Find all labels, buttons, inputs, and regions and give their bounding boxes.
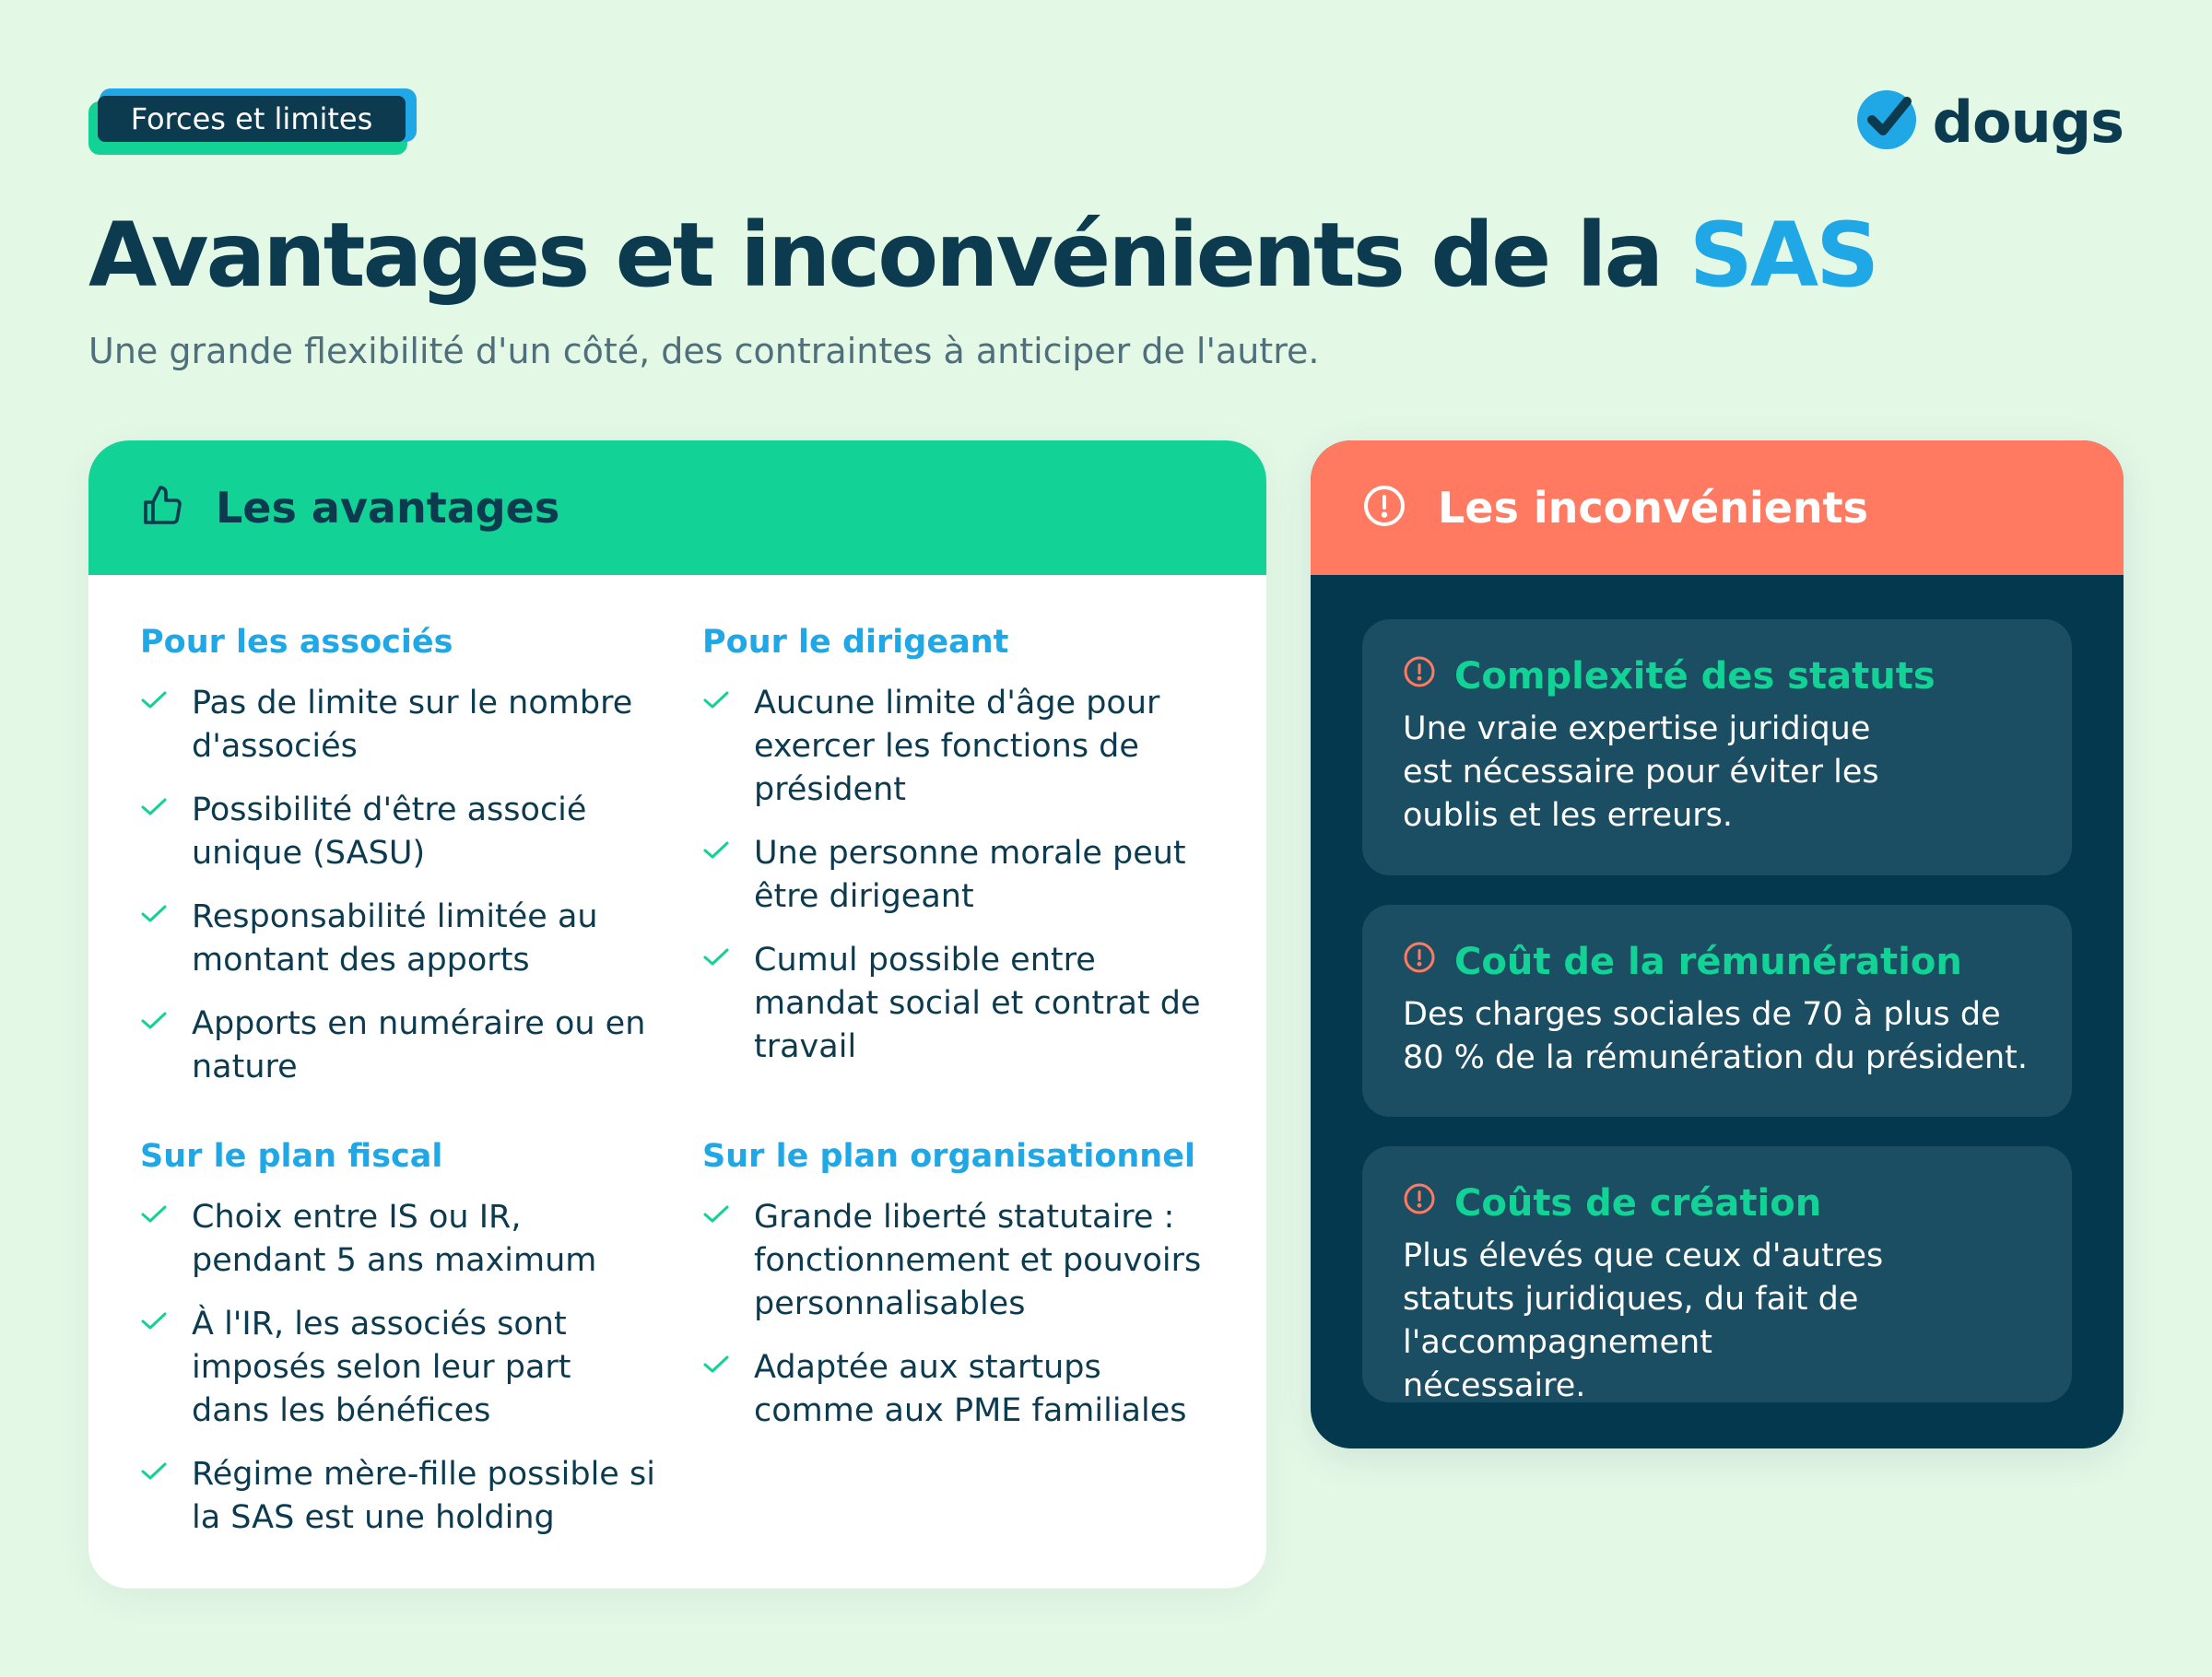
disadvantage-item — [1362, 1146, 2072, 1402]
section-title: Pour le dirigeant — [702, 624, 1009, 661]
list-item-text: Adaptée aux startups comme aux PME familiales — [754, 1349, 1187, 1429]
disadvantages-card — [1311, 440, 2124, 1448]
disadvantage-title-text: Complexité des statuts — [1454, 655, 1936, 698]
disadvantage-title — [1403, 652, 2031, 700]
section-fiscal — [140, 1135, 656, 1560]
check-icon — [140, 1453, 173, 1490]
disadvantage-title — [1403, 1179, 2031, 1227]
list-item — [140, 896, 656, 982]
list-item-text: Possibilité d'être associé unique (SASU) — [192, 792, 587, 872]
disadvantages-header — [1311, 440, 2124, 575]
check-icon — [702, 1196, 735, 1233]
check-icon — [140, 1003, 173, 1039]
page-title — [88, 195, 1877, 315]
disadvantage-body: Des charges sociales de 70 à plus de 80 % de la rémunération du président. — [1403, 996, 2029, 1076]
list-item-text: À l'IR, les associés sont imposés selon leur part dans les bénéfices — [192, 1306, 571, 1429]
disadvantage-title-text: Coûts de création — [1454, 1182, 1822, 1225]
list-item — [702, 1346, 1218, 1433]
check-icon — [140, 1303, 173, 1340]
alert-circle-icon — [1362, 484, 1406, 532]
check-icon — [140, 789, 173, 826]
alert-circle-icon — [1403, 1179, 1436, 1227]
list-item-text: Responsabilité limitée au montant des apports — [192, 898, 598, 979]
check-icon — [140, 1196, 173, 1233]
section-title: Pour les associés — [140, 624, 453, 661]
disadvantage-title — [1403, 938, 2031, 986]
list-item-text: Une personne morale peut être dirigeant — [754, 835, 1186, 915]
disadvantage-body: Plus élevés que ceux d'autres statuts juridiques, du fait de l'accompagnement nécessaire. — [1403, 1237, 1884, 1404]
alert-circle-icon — [1403, 652, 1436, 700]
list-item-text: Aucune limite d'âge pour exercer les fonctions de président — [754, 685, 1160, 808]
list-item — [140, 682, 656, 768]
page-title-accent: SAS — [1688, 204, 1877, 307]
list-item — [140, 1453, 656, 1540]
section-title: Sur le plan fiscal — [140, 1138, 443, 1175]
disadvantages-title: Les inconvénients — [1438, 483, 1869, 533]
section-associes — [140, 621, 656, 1109]
list-item — [140, 1196, 656, 1283]
list-item — [140, 789, 656, 875]
check-icon — [702, 1346, 735, 1383]
list-item-text: Grande liberté statutaire : fonctionnement et pouvoirs personnalisables — [754, 1199, 1202, 1322]
list-item-text: Régime mère-fille possible si la SAS est une holding — [192, 1456, 655, 1536]
page-subtitle: Une grande flexibilité d'un côté, des contraintes à anticiper de l'autre. — [88, 331, 1320, 371]
check-icon — [140, 896, 173, 932]
list-item-text: Apports en numéraire ou en nature — [192, 1005, 646, 1085]
check-icon — [702, 682, 735, 719]
logo-wordmark: dougs — [1932, 88, 2124, 156]
advantages-title: Les avantages — [216, 483, 560, 533]
advantages-card — [88, 440, 1266, 1589]
check-icon — [702, 939, 735, 976]
disadvantage-item — [1362, 619, 2072, 875]
page-title-main: Avantages et inconvénients de la — [88, 204, 1689, 307]
list-item — [702, 939, 1218, 1069]
list-item-text: Cumul possible entre mandat social et contrat de travail — [754, 942, 1201, 1065]
disadvantage-title-text: Coût de la rémunération — [1454, 941, 1962, 983]
list-item — [702, 682, 1218, 812]
list-item — [140, 1003, 656, 1089]
checkmark-circle-logo-icon — [1855, 88, 1918, 155]
category-tag — [88, 88, 420, 157]
list-item — [702, 832, 1218, 919]
advantages-header — [88, 440, 1266, 575]
disadvantage-body: Une vraie expertise juridique est nécessaire pour éviter les oublis et les erreurs. — [1403, 710, 1879, 834]
list-item-text: Pas de limite sur le nombre d'associés — [192, 685, 633, 765]
tag-label: Forces et limites — [98, 96, 406, 142]
check-icon — [140, 682, 173, 719]
list-item — [702, 1196, 1218, 1326]
logo — [1855, 85, 2124, 158]
section-title: Sur le plan organisationnel — [702, 1138, 1195, 1175]
section-organisationnel — [702, 1135, 1218, 1453]
list-item — [140, 1303, 656, 1433]
alert-circle-icon — [1403, 938, 1436, 986]
check-icon — [702, 832, 735, 869]
list-item-text: Choix entre IS ou IR, pendant 5 ans maximum — [192, 1199, 597, 1279]
disadvantage-item — [1362, 905, 2072, 1117]
thumbs-up-icon — [140, 484, 184, 532]
section-dirigeant — [702, 621, 1218, 1089]
